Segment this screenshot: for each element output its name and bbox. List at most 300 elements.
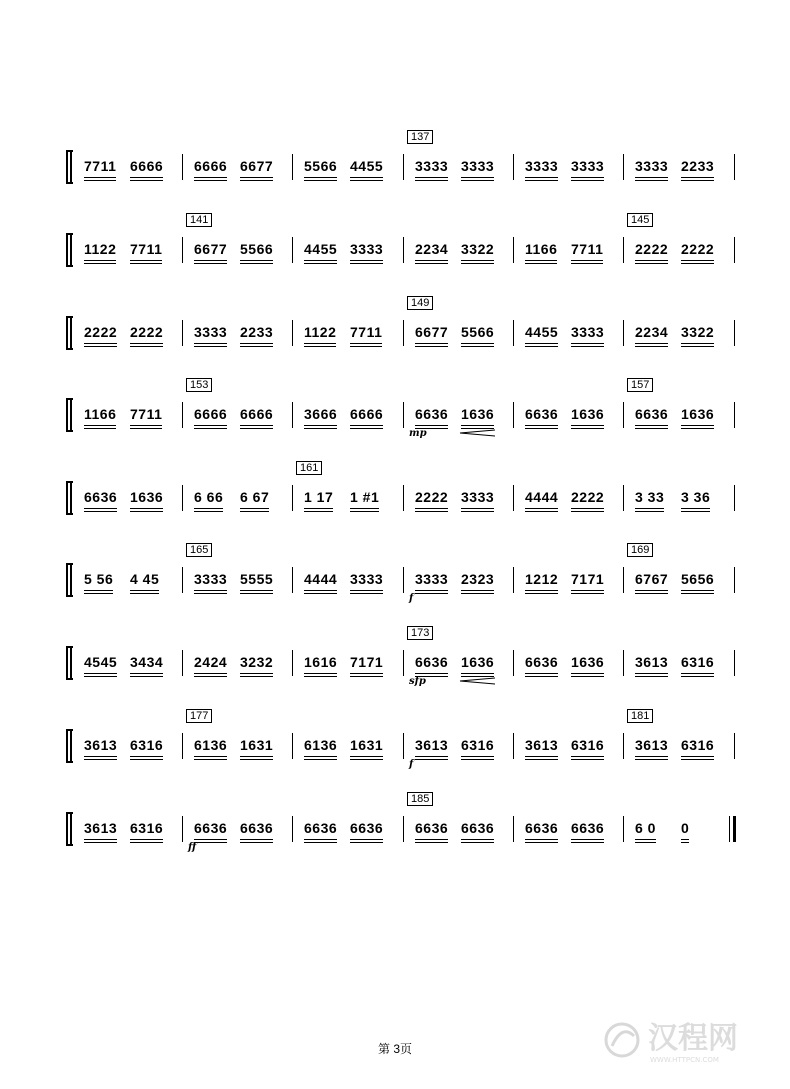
note-group <box>194 406 227 422</box>
barline <box>292 320 293 346</box>
staff-system <box>66 214 746 283</box>
note-group <box>571 654 604 670</box>
system-bracket-inner <box>70 318 72 348</box>
measure <box>84 233 172 273</box>
barline <box>623 650 624 676</box>
beam-line <box>194 260 227 261</box>
note-group <box>350 324 382 340</box>
barline <box>292 237 293 263</box>
staff-system <box>66 710 746 779</box>
measure <box>525 563 613 603</box>
beam-line <box>635 177 668 178</box>
note-group <box>525 324 558 340</box>
barline <box>623 237 624 263</box>
beam-line <box>84 676 117 677</box>
barline <box>182 237 183 263</box>
note-group-text: 3333 <box>571 324 605 340</box>
note-group <box>635 324 668 340</box>
barline <box>403 816 404 842</box>
note-group <box>635 571 668 587</box>
note-group-text: 5566 <box>240 241 274 257</box>
note-group-text: 3613 <box>84 737 118 753</box>
note-group <box>635 654 668 670</box>
barline <box>623 485 624 511</box>
note-group-text: 6636 <box>525 654 559 670</box>
beam-line <box>681 676 714 677</box>
note-group-text: 7171 <box>350 654 384 670</box>
note-group-text: 4444 <box>304 571 338 587</box>
note-group-text: 2222 <box>571 489 605 505</box>
crescendo-hairpin <box>459 677 495 685</box>
staff-system <box>66 297 746 366</box>
note-group-text: 6636 <box>635 406 669 422</box>
note-group-text: 4545 <box>84 654 118 670</box>
measure <box>304 316 393 356</box>
note-group-text: 6666 <box>194 158 228 174</box>
beam-line <box>350 593 383 594</box>
note-group <box>461 820 494 836</box>
note-group-text: 6636 <box>571 820 605 836</box>
beam-line <box>130 673 163 674</box>
beam-line <box>415 839 448 840</box>
measure <box>635 563 724 603</box>
note-group-text: 3666 <box>304 406 338 422</box>
beam-line <box>525 759 558 760</box>
note-group <box>461 489 494 505</box>
note-group <box>415 241 448 257</box>
beam-line <box>130 676 163 677</box>
note-group <box>635 158 668 174</box>
svg-text:WWW.HTTPCN.COM: WWW.HTTPCN.COM <box>650 1056 719 1064</box>
barline <box>182 816 183 842</box>
beam-line <box>571 842 604 843</box>
beam-line <box>130 759 163 760</box>
beam-line <box>415 343 448 344</box>
note-group <box>461 241 494 257</box>
barline <box>513 320 514 346</box>
beam-line <box>130 260 162 261</box>
beam-line <box>130 343 163 344</box>
note-group <box>350 241 383 257</box>
measure <box>525 812 613 852</box>
rehearsal-mark: 153 <box>186 378 212 392</box>
beam-line <box>461 839 494 840</box>
beam-line <box>635 346 668 347</box>
dynamic-marking: mp <box>409 428 427 439</box>
barline <box>734 733 735 759</box>
note-group-text: 2222 <box>635 241 669 257</box>
staff-system <box>66 793 746 862</box>
note-group <box>130 737 163 753</box>
beam-line <box>84 839 117 840</box>
beam-line <box>240 428 273 429</box>
note-group-text: 6636 <box>525 406 559 422</box>
beam-line <box>304 759 337 760</box>
barline <box>623 320 624 346</box>
beam-line <box>415 593 448 594</box>
beam-line <box>461 508 494 509</box>
beam-line <box>635 180 668 181</box>
beam-line <box>350 756 383 757</box>
measure <box>635 481 724 521</box>
rehearsal-mark: 173 <box>407 626 433 640</box>
beam-line <box>461 673 494 674</box>
beam-line <box>194 842 227 843</box>
barline <box>623 154 624 180</box>
note-group <box>461 324 494 340</box>
beam-line <box>350 508 379 509</box>
beam-line <box>571 511 604 512</box>
note-group-text: 6316 <box>571 737 605 753</box>
page-number: 第 3页 <box>377 1042 412 1056</box>
beam-line <box>525 673 558 674</box>
beam-line <box>194 346 227 347</box>
beam-line <box>461 759 494 760</box>
barline <box>403 402 404 428</box>
note-group <box>350 489 379 505</box>
note-group <box>84 489 117 505</box>
staff-system <box>66 544 746 613</box>
beam-line <box>461 593 494 594</box>
beam-line <box>635 508 664 509</box>
barline <box>623 733 624 759</box>
beam-line <box>571 260 603 261</box>
system-bracket-inner <box>70 483 72 513</box>
rehearsal-mark: 157 <box>627 378 653 392</box>
beam-line <box>194 590 227 591</box>
beam-line <box>240 346 273 347</box>
beam-line <box>130 511 163 512</box>
beam-line <box>304 263 337 264</box>
barline <box>403 567 404 593</box>
beam-line <box>635 593 668 594</box>
beam-line <box>304 177 337 178</box>
beam-line <box>681 263 714 264</box>
measure <box>194 233 282 273</box>
beam-line <box>130 428 162 429</box>
measure <box>194 316 282 356</box>
note-group <box>415 406 448 422</box>
note-group <box>130 489 163 505</box>
note-group-text: 6666 <box>130 158 164 174</box>
note-group <box>525 241 557 257</box>
note-group <box>461 654 494 670</box>
beam-line <box>84 180 116 181</box>
beam-line <box>571 590 604 591</box>
beam-line <box>681 593 714 594</box>
beam-line <box>194 511 223 512</box>
beam-line <box>130 425 162 426</box>
measure <box>84 398 172 438</box>
measure <box>194 729 282 769</box>
measure <box>415 316 503 356</box>
note-group-text: 5656 <box>681 571 715 587</box>
note-group-text: 6 0 <box>635 820 656 836</box>
measure <box>304 812 393 852</box>
note-group <box>635 241 668 257</box>
barline <box>292 567 293 593</box>
note-group <box>304 571 337 587</box>
beam-line <box>130 756 163 757</box>
note-group-text: 6316 <box>681 737 715 753</box>
beam-line <box>130 346 163 347</box>
note-group <box>681 241 714 257</box>
beam-line <box>415 263 448 264</box>
beam-line <box>571 263 603 264</box>
beam-line <box>461 590 494 591</box>
beam-line <box>304 756 337 757</box>
beam-line <box>240 508 269 509</box>
beam-line <box>415 842 448 843</box>
beam-line <box>130 842 163 843</box>
note-group-text: 1166 <box>525 241 558 257</box>
note-group <box>194 820 227 836</box>
barline <box>734 237 735 263</box>
note-group-text: 7711 <box>84 158 117 174</box>
note-group <box>681 654 714 670</box>
note-group-text: 3322 <box>681 324 715 340</box>
note-group-text: 2222 <box>130 324 164 340</box>
measure <box>194 646 282 686</box>
system-bracket-inner <box>70 152 72 182</box>
beam-line <box>571 676 604 677</box>
beam-line <box>350 511 379 512</box>
note-group <box>681 489 710 505</box>
beam-line <box>304 676 337 677</box>
note-group <box>194 654 227 670</box>
barline <box>734 567 735 593</box>
note-group <box>571 820 604 836</box>
note-group-text: 6677 <box>194 241 228 257</box>
beam-line <box>635 425 668 426</box>
note-group <box>571 489 604 505</box>
beam-line <box>635 756 668 757</box>
note-group-text: 4444 <box>525 489 559 505</box>
beam-line <box>461 177 494 178</box>
rehearsal-mark: 137 <box>407 130 433 144</box>
note-group-text: 6636 <box>194 820 228 836</box>
beam-line <box>240 759 273 760</box>
barline <box>292 733 293 759</box>
system-bracket-inner <box>70 235 72 265</box>
note-group-text: 3333 <box>194 324 228 340</box>
note-group-text: 1 17 <box>304 489 334 505</box>
note-group-text: 5555 <box>240 571 274 587</box>
beam-line <box>194 673 227 674</box>
beam-line <box>130 180 163 181</box>
note-group <box>635 406 668 422</box>
note-group <box>525 820 558 836</box>
note-group-text: 3333 <box>415 571 449 587</box>
note-group <box>130 241 162 257</box>
measure <box>304 646 393 686</box>
beam-line <box>304 673 337 674</box>
beam-line <box>240 839 273 840</box>
note-group-text: 3232 <box>240 654 274 670</box>
beam-line <box>635 343 668 344</box>
barline <box>182 733 183 759</box>
note-group-text: 3613 <box>415 737 449 753</box>
beam-line <box>240 842 273 843</box>
beam-line <box>350 428 383 429</box>
dynamic-marking: f <box>409 759 414 770</box>
measure <box>415 729 503 769</box>
note-group <box>350 654 383 670</box>
measure <box>635 646 724 686</box>
note-group-text: 0 <box>681 820 690 836</box>
beam-line <box>350 842 383 843</box>
barline <box>182 154 183 180</box>
beam-line <box>304 260 337 261</box>
note-group-text: 6636 <box>525 820 559 836</box>
beam-line <box>130 263 162 264</box>
beam-line <box>681 839 689 840</box>
beam-line <box>681 673 714 674</box>
note-group <box>571 324 604 340</box>
measure <box>84 812 172 852</box>
beam-line <box>304 590 337 591</box>
measure <box>84 316 172 356</box>
note-group <box>130 571 159 587</box>
barline <box>182 402 183 428</box>
note-group-text: 4455 <box>350 158 384 174</box>
beam-line <box>304 508 333 509</box>
beam-line <box>525 842 558 843</box>
beam-line <box>240 673 273 674</box>
beam-line <box>194 263 227 264</box>
note-group <box>350 737 383 753</box>
note-group-text: 4 45 <box>130 571 160 587</box>
measure <box>304 150 393 190</box>
beam-line <box>681 842 689 843</box>
measure <box>525 646 613 686</box>
beam-line <box>525 511 558 512</box>
note-group-text: 7711 <box>130 406 163 422</box>
note-group <box>571 406 604 422</box>
beam-line <box>84 508 117 509</box>
note-group <box>240 571 273 587</box>
beam-line <box>635 759 668 760</box>
note-group-text: 6136 <box>194 737 228 753</box>
system-bracket-inner <box>70 565 72 595</box>
beam-line <box>240 263 273 264</box>
note-group-text: 3 33 <box>635 489 665 505</box>
note-group-text: 2222 <box>415 489 449 505</box>
note-group-text: 7711 <box>571 241 604 257</box>
note-group <box>194 324 227 340</box>
note-group <box>240 489 269 505</box>
beam-line <box>304 343 336 344</box>
note-group <box>304 324 336 340</box>
beam-line <box>461 263 494 264</box>
beam-line <box>635 839 656 840</box>
beam-line <box>84 590 113 591</box>
beam-line <box>130 839 163 840</box>
measure <box>84 646 172 686</box>
rehearsal-mark: 141 <box>186 213 212 227</box>
barline <box>513 733 514 759</box>
barline <box>734 650 735 676</box>
barline <box>403 320 404 346</box>
measure <box>635 812 724 852</box>
barline <box>513 402 514 428</box>
site-watermark <box>600 1010 770 1070</box>
note-group-text: 3333 <box>461 158 495 174</box>
beam-line <box>525 839 558 840</box>
note-group <box>130 406 162 422</box>
note-group <box>84 820 117 836</box>
measure <box>635 316 724 356</box>
measure <box>84 481 172 521</box>
beam-line <box>571 756 604 757</box>
beam-line <box>681 590 714 591</box>
note-group-text: 3613 <box>635 737 669 753</box>
beam-line <box>461 260 494 261</box>
rehearsal-mark: 169 <box>627 543 653 557</box>
beam-line <box>461 343 494 344</box>
note-group-text: 2424 <box>194 654 228 670</box>
note-group <box>415 571 448 587</box>
beam-line <box>84 593 113 594</box>
beam-line <box>635 842 656 843</box>
note-group <box>681 571 714 587</box>
barline <box>292 650 293 676</box>
beam-line <box>681 425 714 426</box>
barline <box>182 567 183 593</box>
beam-line <box>415 508 448 509</box>
note-group-text: 1122 <box>84 241 117 257</box>
note-group <box>240 406 273 422</box>
note-group <box>461 158 494 174</box>
note-group <box>571 571 604 587</box>
note-group <box>130 324 163 340</box>
measure <box>415 563 503 603</box>
measure <box>525 316 613 356</box>
beam-line <box>571 673 604 674</box>
note-group <box>461 571 494 587</box>
beam-line <box>571 508 604 509</box>
note-group <box>194 571 227 587</box>
beam-line <box>525 343 558 344</box>
barline <box>513 237 514 263</box>
beam-line <box>681 511 710 512</box>
barline <box>623 402 624 428</box>
note-group <box>350 820 383 836</box>
note-group-text: 2234 <box>635 324 669 340</box>
note-group <box>240 324 273 340</box>
beam-line <box>240 590 273 591</box>
note-group <box>681 406 714 422</box>
beam-line <box>525 260 557 261</box>
beam-line <box>240 343 273 344</box>
beam-line <box>461 425 494 426</box>
note-group <box>84 324 117 340</box>
rehearsal-mark: 161 <box>296 461 322 475</box>
beam-line <box>461 511 494 512</box>
note-group <box>84 654 117 670</box>
note-group <box>415 654 448 670</box>
measure <box>84 150 172 190</box>
measure <box>525 150 613 190</box>
note-group <box>84 737 117 753</box>
note-group-text: 6677 <box>415 324 449 340</box>
barline <box>513 154 514 180</box>
beam-line <box>415 425 448 426</box>
note-group-text: 6677 <box>240 158 274 174</box>
note-group-text: 3322 <box>461 241 495 257</box>
measure <box>194 812 282 852</box>
dynamic-marking: ff <box>188 842 197 853</box>
